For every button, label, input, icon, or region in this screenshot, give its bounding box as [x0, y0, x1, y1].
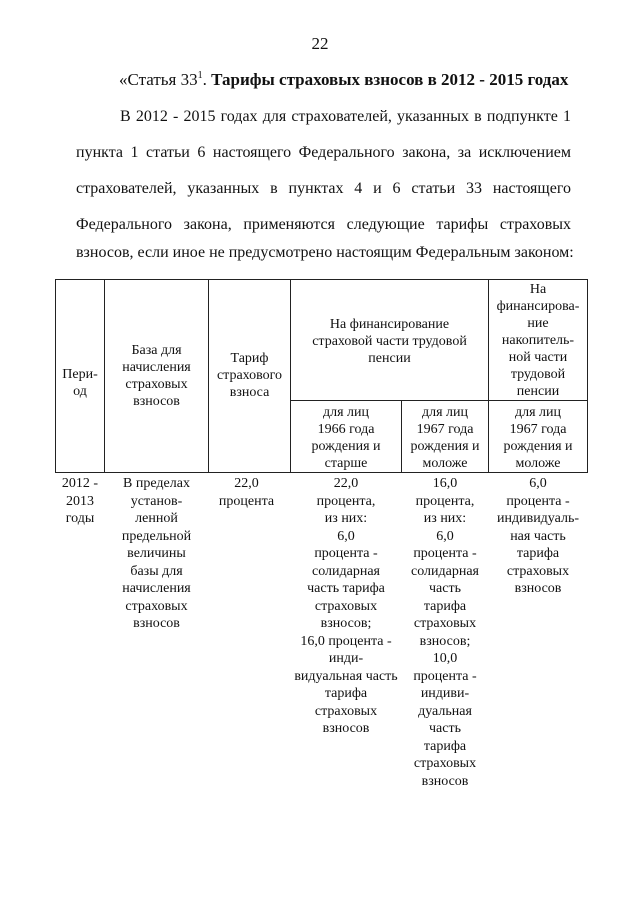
- article-number: «Статья 33: [119, 70, 198, 89]
- header-period: Пери- од: [62, 367, 98, 399]
- article-superscript: 1: [197, 70, 203, 81]
- article-title: Тарифы страховых взносов в 2012 - 2015 годах: [211, 70, 569, 89]
- header-rate: Тариф страхового взноса: [216, 351, 283, 400]
- cell-funded-younger: 6,0 процента - индивидуаль- ная часть тарифа страховых взносов: [496, 476, 579, 596]
- cell-rate: 22,0 процента: [218, 476, 275, 509]
- header-base: База для начисления страховых взносов: [122, 343, 191, 409]
- page-number: 22: [311, 34, 329, 53]
- paragraph-line: страхователей, указанных в пунктах 4 и 6 статьи 33 настоящего: [76, 180, 571, 197]
- table-border-right: [587, 279, 588, 473]
- cell-base: В пределах установ- ленной предельной величины базы для начисления страховых взносов: [121, 476, 192, 631]
- article-dot: .: [202, 70, 207, 89]
- paragraph-line: пункта 1 статьи 6 настоящего Федерального закона, за исключением: [76, 144, 571, 161]
- paragraph-line: взносов, если иное не предусмотрено настоящим Федеральным законом:: [76, 244, 574, 261]
- table-header-bottom: [55, 472, 588, 473]
- table-border-top: [55, 279, 588, 280]
- subheader-1966-older: для лиц 1966 года рождения и старше: [311, 405, 381, 471]
- cell-insurance-older: 22,0 процента, из них: 6,0 процента - солидарная часть тарифа страховых взносов; 16,0 процента - инди- видуальная часть тарифа страховых взносов: [294, 476, 398, 736]
- paragraph-line: Федерального закона, применяются следующие тарифы страховых: [76, 216, 571, 233]
- header-insurance-part: На финансирование страховой части трудовой пенсии: [312, 317, 467, 366]
- header-funded-part: На финансирова- ние накопитель- ной части трудовой пенсии: [496, 282, 580, 399]
- article-heading: [119, 70, 568, 90]
- table-subheader-line: [290, 400, 588, 401]
- subheader-1967-younger: для лиц 1967 года рождения и моложе: [410, 405, 480, 471]
- subheader-1967-younger-funded: для лиц 1967 года рождения и моложе: [503, 405, 573, 471]
- cell-period: 2012 - 2013 годы: [61, 476, 99, 526]
- cell-insurance-younger: 16,0 процента, из них: 6,0 процента - солидарная часть тарифа страховых взносов; 10,0 процента - индиви- дуальная часть тарифа страховых взносов: [411, 476, 479, 789]
- paragraph-line: В 2012 - 2015 годах для страхователей, указанных в подпункте 1: [120, 108, 571, 125]
